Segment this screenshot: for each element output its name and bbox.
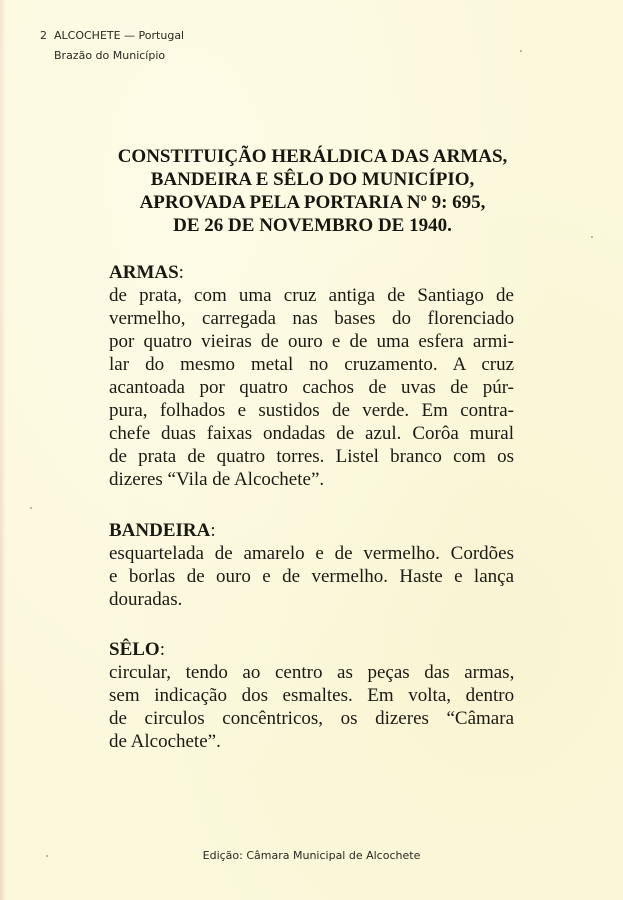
body-line: esquartelada de amarelo e de vermelho. Cordões [109,543,514,564]
paper-speck [30,507,32,509]
heading-colon: : [178,262,184,283]
body-line: douradas. [109,589,183,610]
title-line: CONSTITUIÇÃO HERÁLDICA DAS ARMAS, [117,146,508,167]
section-heading [109,261,514,284]
document-title [100,145,525,237]
section-heading-text: BANDEIRA [109,520,211,541]
title-line: APROVADA PELA PORTARIA Nº 9: 695, [139,192,486,213]
title-line: DE 26 DE NOVEMBRO DE 1940. [173,215,452,236]
paper-speck [46,855,48,857]
section-heading [109,519,514,542]
paper-speck [520,50,522,52]
section-selo [109,638,514,753]
body-line: circular, tendo ao centro as peças das armas, [109,662,515,683]
body-line: lar do mesmo metal no cruzamento. A cruz [109,354,515,375]
body-line: e borlas de ouro e de vermelho. Haste e lança [109,566,515,587]
header-title: ALCOCHETE — Portugal [54,29,185,42]
body-line: vermelho, carregada nas bases do florenciado [109,308,515,329]
page-number: 2 [40,29,47,42]
section-body [109,542,514,611]
body-line: pura, folhados e sustidos de verde. Em contra- [109,400,514,421]
section-heading-text: ARMAS [109,262,179,283]
body-line: de prata, com uma cruz antiga de Santiago de [109,285,514,306]
section-armas [109,261,514,491]
body-line: chefe duas faixas ondadas de azul. Corôa mural [109,423,514,444]
body-line: de prata de quatro torres. Listel branco com os [109,446,514,467]
paper-speck [591,236,593,238]
page-footer: Edição: Câmara Municipal de Alcochete [202,849,421,862]
body-line: sem indicação dos esmaltes. Em volta, dentro [109,685,515,706]
body-line: de circulos concêntricos, os dizeres “Câmara [109,708,514,729]
title-line: BANDEIRA E SÊLO DO MUNICÍPIO, [150,169,475,190]
body-line: de Alcochete”. [109,731,221,752]
body-line: por quatro vieiras de ouro e de uma esfera armi- [109,331,514,352]
header-subtitle: Brazão do Município [54,49,166,62]
heading-colon: : [210,520,216,541]
heading-colon: : [159,639,165,660]
body-line: acantoada por quatro cachos de uvas de púr- [109,377,514,398]
section-body [109,661,514,753]
section-heading-text: SÊLO [109,639,160,660]
section-body [109,284,514,491]
section-bandeira [109,519,514,611]
section-heading [109,638,514,661]
page-header [40,26,184,66]
body-line: dizeres “Vila de Alcochete”. [109,469,325,490]
